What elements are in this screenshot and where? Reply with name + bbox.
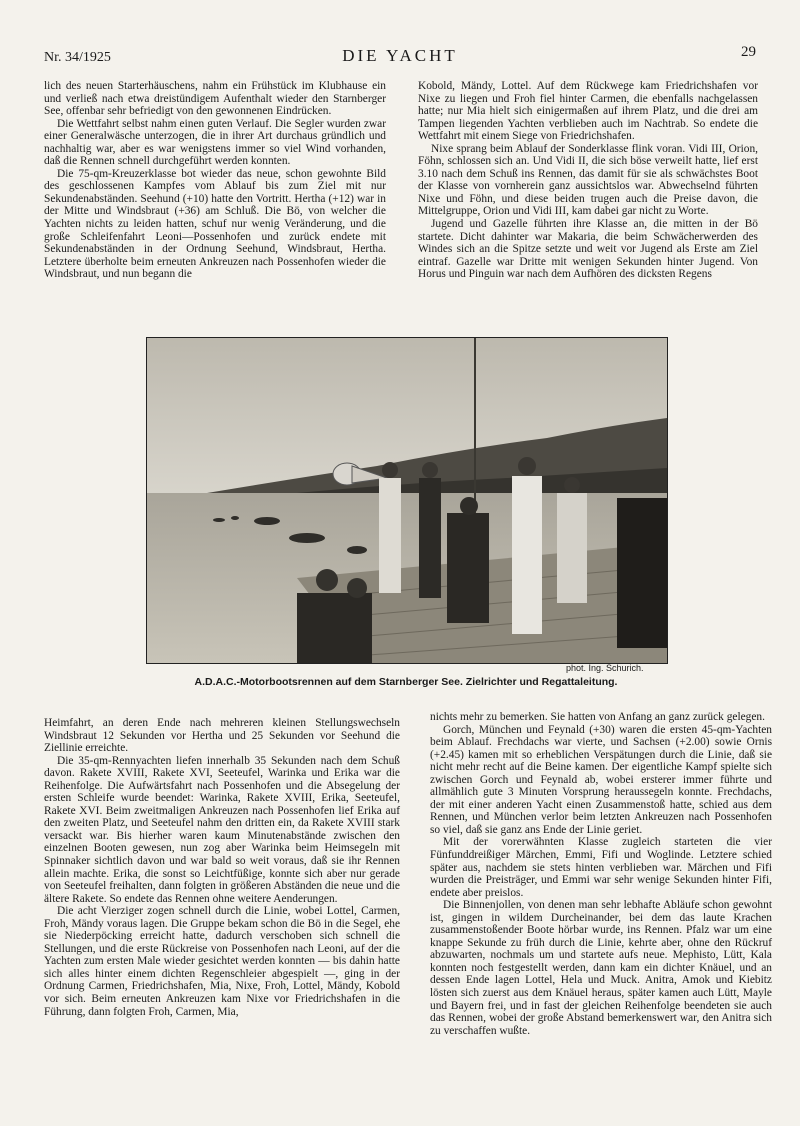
paragraph: nichts mehr zu bemerken. Sie hatten von Anfang an ganz zurück gelegen. [430, 711, 765, 723]
photo-illustration [147, 338, 667, 663]
column-top-left [44, 80, 386, 281]
regatta-photo [146, 337, 668, 664]
paragraph: Jugend und Gazelle führten ihre Klasse an, die mitten in der Bö startete. Dicht dahinter war Makaria, die beim Schwächerwerden des Windes sich an die Spitze setzte und weit vor Jugend als Erste am Ziel eintraf. Gazelle war Dritte mit wenigen Sekunden hinter Jugend. Von Horus und Pinguin war nach dem Aufhören des dicksten Regens [418, 218, 758, 281]
paragraph: Kobold, Mändy, Lottel. Auf dem Rückwege kam Friedrichshafen vor Nixe zu liegen und Froh fiel hinter Carmen, die ebenfalls nachgelassen hatte; nur Mia hielt sich einigermaßen auf ihrem Platz, und die drei am Tampen liegenden Yachten verblieben auch im Nachtrab. So endete die Wettfahrt mit einem Siege von Friedrichshafen. [418, 80, 758, 143]
paragraph: lich des neuen Starterhäuschens, nahm ein Frühstück im Klubhause ein und verließ nach etwa dreistündigem Aufenthalt wieder den Starnberger See, offenbar sehr befriedigt von den gewonnenen Eindrücken. [44, 80, 386, 118]
paragraph: Mit der vorerwähnten Klasse zugleich starteten die vier Fünfunddreißiger Märchen, Emmi, Fifi und Woglinde. Letztere schied später aus, nachdem sie stets hinten verblieben war. Märchen und Fifi wurden die Preisträger, und Emmi war sehr wenige Sekunden hinter Fifi, endete aber preislos. [430, 836, 772, 899]
paragraph: Die Binnenjollen, von denen man sehr lebhafte Abläufe schon gewohnt ist, gingen in wildem Durcheinander, bei dem das laute Krachen zusammenstoßender Boote hörbar wurde, ins Rennen. Pfalz war um eine knappe Sekunde zu früh durch die Linie, kehrte aber, ohne den Rückruf abzuwarten, nochmals um und startete aufs neue. Mephisto, Lütt, Kala konnten noch festgestellt werden, dann kam ein dichter Knäuel, und an dessen Ende lagen Lottel, Hela und Muck. Anitra, Amok und Kiebitz lösten sich zuerst aus dem Knäuel heraus, später kamen auch Lütt, Mayle und Bayern frei, und in fast der gleichen Reihenfolge beendeten sie auch das Rennen, wobei der große Abstand bemerkenswert war, den Anitra sich zu verschaffen wußte. [430, 899, 772, 1037]
column-top-right [418, 80, 758, 281]
paragraph: Die 35-qm-Rennyachten liefen innerhalb 35 Sekunden nach dem Schuß davon. Rakete XVIII, Rakete XVI, Seeteufel, Warinka und Erika war die Reihenfolge. Die Aufwärtsfahrt nach Possenhofen und die Absegelung der ersten Schleife wurde beendet: Warinka, Rakete XVIII, Erika, Seeteufel, Rakete XVI. Beim zweitmaligen Ankreuzen nach Possenhofen lief Erika auf den zweiten Platz, und Seeteufel nahm den dritten ein, da Rakete XVIII stark versackt war. Bis hierher waren kaum Minutenabstände zwischen den einzelnen Booten gewesen, nun zog aber Warinka beim Heimsegeln mit Spinnaker sichtlich davon und war bald so weit voraus, daß sie ihr Rennen allein machte. Erika, die sonst so Leichtfüßige, konnte sich aber nur gerade von Seeteufel freihalten, dann folgten in größeren Abständen die neue und die ältere Rakete. So endete das Rennen ohne weitere Aenderungen. [44, 754, 400, 905]
page-header [44, 42, 756, 68]
paragraph: Heimfahrt, an deren Ende nach mehreren kleinen Stellungswechseln Windsbraut 12 Sekunden vor Hertha und 25 Sekunden vor Seehund die Ziellinie erreichte. [44, 717, 400, 755]
paragraph: Die acht Vierziger zogen schnell durch die Linie, wobei Lottel, Carmen, Froh, Mändy voraus lagen. Die Gruppe bekam schon die Bö in die Segel, ehe sie Niederpöcking erreicht hatte, dadurch verschoben sich schnell die Stellungen, und die erste Rückreise von Possenhofen nach Leoni, auf der die Yachten zum ersten Male wieder gesichtet werden konnten — bis dahin hatte sich alles hinter einem dichten Regenschleier abgespielt —, ging in der Ordnung Carmen, Friedrichshafen, Mia, Nixe, Froh, Lottel, Mändy, Kobold vor sich. Beim erneuten Ankreuzen kam Nixe vor Friedrichshafen in die Führung, dann folgten Froh, Carmen, Mia, [44, 905, 400, 1018]
paragraph: Nixe sprang beim Ablauf der Sonderklasse flink voran. Vidi III, Orion, Föhn, schlossen sich an. Und Vidi II, die sich böse verweilt hatte, lief erst 3.10 nach dem Schuß ins Rennen, das damit für sie als schwächstes Boot der Klasse von vornherein ganz aussichtslos war. Abwechselnd führten Nixe und Föhn, und diese beiden trugen auch die Preise davon, die Mittelgruppe, Orion und Vidi III, kam dabei gar nicht zu Worte. [418, 142, 758, 218]
photo-credit: phot. Ing. Schurich. [566, 663, 644, 673]
photo-caption: A.D.A.C.-Motorbootsrennen auf dem Starnberger See. Zielrichter und Regattaleitung. [194, 676, 618, 688]
column-bottom-left [44, 717, 400, 1018]
issue-number: Nr. 34/1925 [44, 50, 111, 65]
paragraph: Die 75-qm-Kreuzerklasse bot wieder das neue, schon gewohnte Bild des geschlossenen Kampfes vom Ablauf bis zum Ziel mit nur Sekundenabständen. Seehund (+10) hatte den Vortritt. Hertha (+12) war in der Mitte und Windsbraut (+36) am Schluß. Die Bö, von welcher die Yachten nichts zu leiden hatten, schuf nur wenig Veränderung, und die große Schleifenfahrt Leoni—Possenhofen und zurück endete mit Sekundenabständen in der Ordnung Seehund, Windsbraut, Hertha. Letztere überholte beim erneuten Ankreuzen nach Possenhofen wieder die Windsbraut, und nun begann die [44, 167, 386, 281]
page-number: 29 [741, 44, 756, 60]
paragraph: Die Wettfahrt selbst nahm einen guten Verlauf. Die Segler wurden zwar einer Generalwäsche unterzogen, die in ihrer Art durchaus gründlich und nachhaltig war, aber es war wenigstens immer so viel Wind vorhanden, daß die Rennen schnell durchgeführt werden konnten. [44, 117, 386, 168]
column-bottom-right [430, 711, 772, 1037]
journal-title: DIE YACHT [342, 46, 458, 65]
paragraph: Gorch, München und Feynald (+30) waren die ersten 45-qm-Yachten beim Ablauf. Frechdachs war vierte, und Sachsen (+2.00) sowie Ornis (+2.45) kamen mit so erheblichen Verspätungen durch die Linie, daß sie nicht mehr recht auf die Beine kamen. Der eigentliche Kampf spielte sich zwischen Gorch und Feynald ab, wobei ersterer immer führte und allmählich gute 3 Minuten Vorsprung heraussegeln konnte. Frechdachs, der mit einer anderen Yacht einen Zusammenstoß hatte, schied aus dem Rennen, und München verlor beim letzten Ankreuzen nach Possenhofen so viel, daß sie ganz ans Ende der Linie geriet. [430, 723, 772, 836]
